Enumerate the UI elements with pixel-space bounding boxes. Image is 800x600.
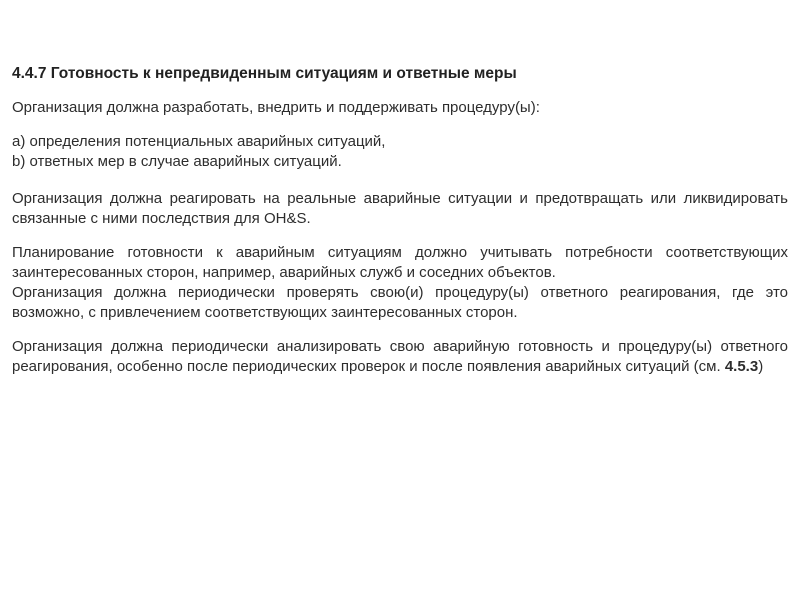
section-reference: 4.5.3: [724, 358, 759, 375]
intro-paragraph: Организация должна разработать, внедрить и поддерживать процедуру(ы):: [12, 99, 540, 116]
review-text-end: ): [758, 358, 764, 375]
list-item-a: a) определения потенциальных аварийных ситуаций,: [12, 133, 386, 150]
document-page: [12, 64, 788, 377]
review-text: Организация должна периодически анализировать свою аварийную готовность и процедуру(ы) ответного реагирования, особенно после периодических проверок и после появления аварийных ситуаций (см.: [12, 338, 788, 375]
review-paragraph: [12, 337, 788, 377]
react-paragraph: Организация должна реагировать на реальные аварийные ситуации и предотвращать или ликвидировать связанные с ними последствия для OH&S.: [12, 190, 788, 227]
section-heading: 4.4.7 Готовность к непредвиденным ситуациям и ответные меры: [12, 65, 517, 82]
check-paragraph: Организация должна периодически проверять свою(и) процедуру(ы) ответного реагирования, где это возможно, с привлечением соответствующих заинтересованных сторон.: [12, 284, 788, 321]
planning-paragraph: Планирование готовности к аварийным ситуациям должно учитывать потребности соответствующих заинтересованных сторон, например, аварийных служб и соседних объектов.: [12, 244, 788, 281]
list-item-b: b) ответных мер в случае аварийных ситуаций.: [12, 153, 342, 170]
